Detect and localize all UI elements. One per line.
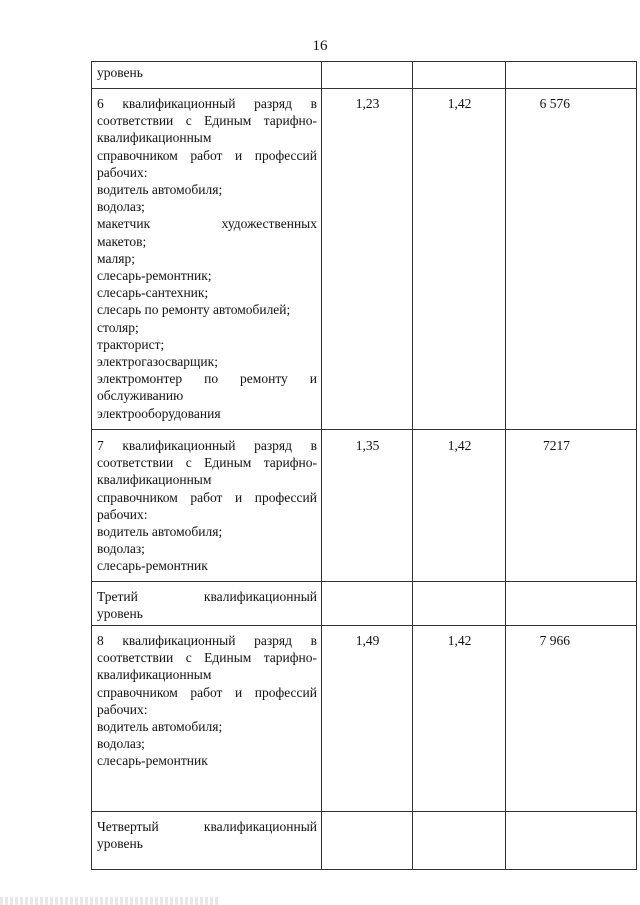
description-line: 6 квалификационный разряд в (97, 96, 317, 111)
description-line: макетов; (97, 233, 147, 249)
coefficient-cell: 1,49 (322, 626, 413, 812)
description-line: столяр; (97, 319, 139, 335)
description-line: справочником работ и профессий (97, 684, 317, 700)
description-line: соответствии с Единым тарифно- (97, 650, 317, 666)
multiplier-cell (413, 582, 506, 626)
coefficient-cell: 1,23 (322, 89, 413, 430)
multiplier-cell: 1,42 (413, 89, 506, 430)
position-description-cell (92, 62, 322, 89)
position-description-cell (92, 812, 322, 870)
description-line: водолаз; (97, 541, 145, 557)
salary-cell: 7 966 (506, 626, 637, 812)
multiplier-cell: 1,42 (413, 626, 506, 812)
salary-cell (506, 812, 637, 870)
description-line: справочником работ и профессий (97, 489, 317, 505)
coefficient-cell (322, 62, 413, 89)
description-line: справочником работ и профессий (97, 147, 317, 163)
salary-cell (506, 62, 637, 89)
table-row (92, 812, 637, 870)
description-line: уровень (97, 606, 143, 622)
description-line: водолаз; (97, 736, 145, 752)
description-line: слесарь по ремонту автомобилей; (97, 302, 291, 318)
page-number: 16 (312, 38, 328, 54)
description-line: соответствии с Единым тарифно- (97, 113, 317, 129)
multiplier-cell (413, 62, 506, 89)
position-description-cell (92, 430, 322, 582)
coefficient-cell (322, 812, 413, 870)
table-row (92, 430, 637, 582)
description-line: слесарь-ремонтник (97, 558, 208, 574)
description-line: Третий квалификационный (97, 589, 317, 604)
salary-cell: 6 576 (506, 89, 637, 430)
description-line: электромонтер по ремонту и (97, 371, 317, 387)
position-description-cell (92, 89, 322, 430)
description-line: макетчик художественных (97, 216, 317, 232)
table-body (92, 62, 637, 870)
position-description-cell (92, 626, 322, 812)
description-line: 8 квалификационный разряд в (97, 633, 317, 648)
description-line: водолаз; (97, 199, 145, 215)
table-row (92, 89, 637, 430)
description-line: слесарь-сантехник; (97, 285, 209, 301)
table-row (92, 62, 637, 89)
coefficient-cell: 1,35 (322, 430, 413, 582)
description-line: рабочих: (97, 164, 148, 180)
scan-edge-artifact (0, 897, 220, 905)
description-line: электрооборудования (97, 405, 221, 421)
salary-table (91, 61, 637, 870)
description-line: обслуживанию (97, 388, 184, 404)
position-description-cell (92, 582, 322, 626)
description-line: слесарь-ремонтник; (97, 268, 212, 284)
description-line: рабочих: (97, 506, 148, 522)
description-line: квалификационным (97, 130, 212, 146)
salary-cell: 7217 (506, 430, 637, 582)
description-line: уровень (97, 65, 143, 80)
coefficient-cell (322, 582, 413, 626)
description-line: рабочих: (97, 701, 148, 717)
table-row (92, 582, 637, 626)
table-row (92, 626, 637, 812)
description-line: Четвертый квалификационный (97, 819, 317, 834)
description-line: квалификационным (97, 667, 212, 683)
description-line: 7 квалификационный разряд в (97, 438, 317, 453)
description-line: соответствии с Единым тарифно- (97, 455, 317, 471)
description-line: слесарь-ремонтник (97, 753, 208, 769)
description-line: маляр; (97, 250, 136, 266)
description-line: квалификационным (97, 472, 212, 488)
salary-cell (506, 582, 637, 626)
description-line: тракторист; (97, 336, 165, 352)
multiplier-cell: 1,42 (413, 430, 506, 582)
description-line: уровень (97, 836, 143, 852)
description-line: водитель автомобиля; (97, 524, 223, 540)
description-line: электрогазосварщик; (97, 354, 218, 370)
multiplier-cell (413, 812, 506, 870)
description-line: водитель автомобиля; (97, 182, 223, 198)
description-line: водитель автомобиля; (97, 719, 223, 735)
